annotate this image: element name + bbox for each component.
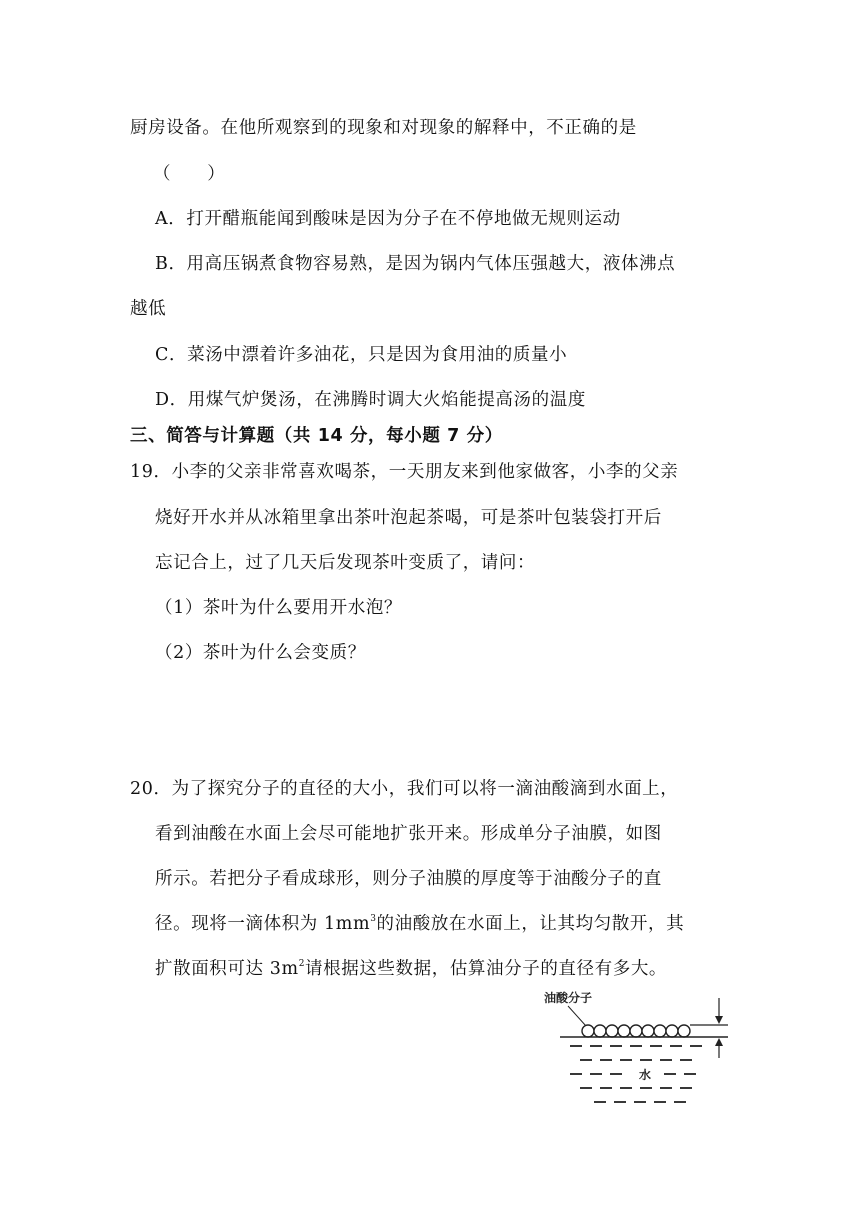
q19-sub-question-1: （1）茶叶为什么要用开水泡？ <box>155 598 403 618</box>
label-leader-line <box>568 1006 586 1026</box>
oil-molecule <box>654 1025 666 1037</box>
q20-line2: 看到油酸在水面上会尽可能地扩张开来。形成单分子油膜，如图 <box>155 824 662 844</box>
q18-answer-blank: （ ） <box>153 164 226 184</box>
oil-molecule <box>678 1025 690 1037</box>
oil-molecule-label: 油酸分子 <box>544 991 593 1005</box>
oil-molecule-row <box>582 1025 690 1037</box>
oil-molecule <box>642 1025 654 1037</box>
q18-option-c: C．菜汤中漂着许多油花，只是因为食用油的质量小 <box>155 345 568 365</box>
q19-line3: 忘记合上，过了几天后发现茶叶变质了，请问： <box>155 553 536 573</box>
bottom-arrow-head <box>715 1038 723 1046</box>
q20-cube-exponent: 3 <box>370 914 377 924</box>
q20-line1: 20．为了探究分子的直径的大小，我们可以将一滴油酸滴到水面上， <box>130 779 679 799</box>
section-3-title: 三、简答与计算题（共 14 分，每小题 7 分） <box>130 426 503 446</box>
q18-stem-line1: 厨房设备。在他所观察到的现象和对现象的解释中，不正确的是 <box>130 118 637 138</box>
q19-line2: 烧好开水并从冰箱里拿出茶叶泡起茶喝，可是茶叶包装袋打开后 <box>155 508 662 528</box>
oil-film-figure <box>538 988 738 1108</box>
q20-line5 <box>155 955 667 980</box>
q20-line4 <box>155 910 684 935</box>
q18-option-b-line2: 越低 <box>130 299 167 319</box>
q18-option-b-line1: B．用高压锅煮食物容易熟，是因为锅内气体压强越大，液体沸点 <box>155 254 676 274</box>
oil-molecule <box>582 1025 594 1037</box>
water-dashes <box>570 1046 702 1102</box>
q20-line5-part1: 扩散面积可达 3m <box>155 959 299 979</box>
q20-line4-part1: 径。现将一滴体积为 1mm <box>155 914 371 934</box>
q19-line1: 19．小李的父亲非常喜欢喝茶，一天朋友来到他家做客，小李的父亲 <box>130 462 679 482</box>
q19-sub-question-2: （2）茶叶为什么会变质？ <box>155 643 366 663</box>
oil-molecule <box>666 1025 678 1037</box>
q18-option-a: A．打开醋瓶能闻到酸味是因为分子在不停地做无规则运动 <box>155 209 621 229</box>
q18-option-d: D．用煤气炉煲汤，在沸腾时调大火焰能提高汤的温度 <box>155 390 586 410</box>
q20-line4-part2: 的油酸放在水面上，让其均匀散开，其 <box>376 914 685 934</box>
q20-line3: 所示。若把分子看成球形，则分子油膜的厚度等于油酸分子的直 <box>155 869 662 889</box>
q20-line5-part2: 请根据这些数据，估算油分子的直径有多大。 <box>305 959 668 979</box>
oil-molecule <box>606 1025 618 1037</box>
q20-square-exponent: 2 <box>298 959 306 969</box>
oil-molecule <box>618 1025 630 1037</box>
water-label: 水 <box>639 1068 652 1082</box>
oil-molecule <box>594 1025 606 1037</box>
oil-molecule <box>630 1025 642 1037</box>
top-arrow-head <box>715 1016 723 1024</box>
